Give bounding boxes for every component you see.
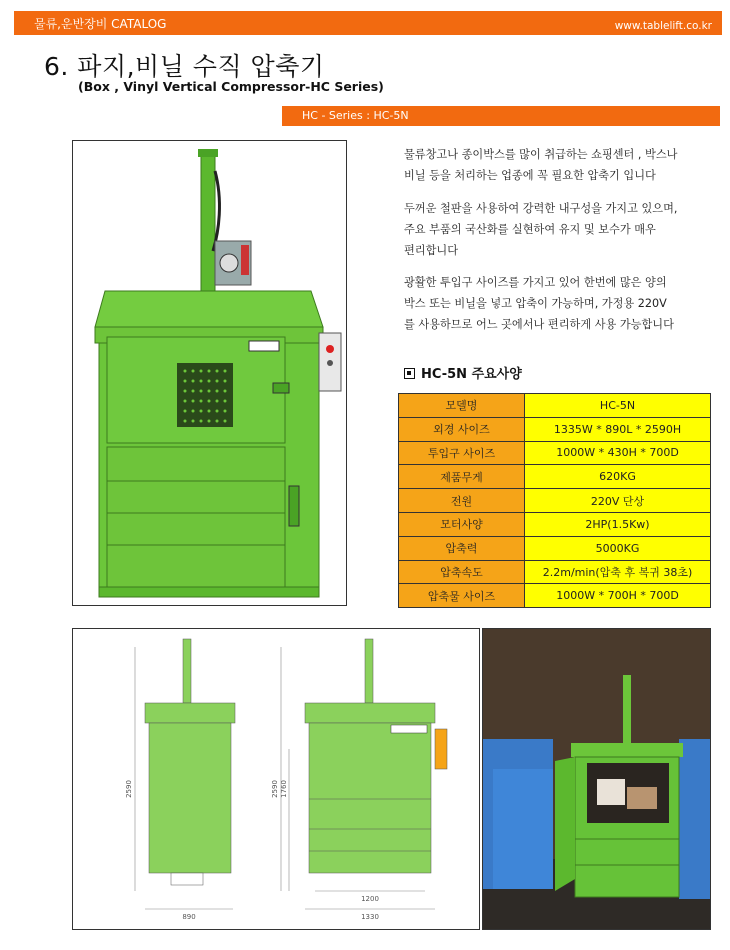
description-line: 비닐 등을 처리하는 업종에 꼭 필요한 압축기 입니다 xyxy=(404,169,656,182)
description-line: 편리합니다 xyxy=(404,244,459,257)
description-paragraph-3 xyxy=(404,272,724,335)
header-catalog-label: 물류,운반장비 CATALOG xyxy=(34,17,167,31)
table-row xyxy=(399,584,711,608)
table-row xyxy=(399,441,711,465)
spec-value: 620KG xyxy=(525,465,711,489)
dim-width-outer: 1330 xyxy=(361,913,379,921)
spec-value: 5000KG xyxy=(525,536,711,560)
table-row xyxy=(399,512,711,536)
spec-value: HC-5N xyxy=(525,394,711,418)
dim-height-side: 2590 xyxy=(125,780,133,798)
dim-width-inner: 1200 xyxy=(361,895,379,903)
spec-key: 압축물 사이즈 xyxy=(399,584,525,608)
spec-heading-text: HC-5N 주요사양 xyxy=(421,367,522,382)
table-row xyxy=(399,465,711,489)
spec-value: 1000W * 430H * 700D xyxy=(525,441,711,465)
spec-key: 압축속도 xyxy=(399,560,525,584)
product-photo xyxy=(72,140,347,606)
series-bar xyxy=(282,106,720,126)
description-line: 물류창고나 종이박스를 많이 취급하는 쇼핑센터 , 박스나 xyxy=(404,148,678,161)
page-subtitle: (Box , Vinyl Vertical Compressor-HC Series) xyxy=(78,79,384,94)
spec-key: 투입구 사이즈 xyxy=(399,441,525,465)
spec-value: 1000W * 700H * 700D xyxy=(525,584,711,608)
spec-value: 2.2m/min(압축 후 복귀 38초) xyxy=(525,560,711,584)
series-label: HC - Series : HC-5N xyxy=(302,109,409,122)
description-paragraph-2 xyxy=(404,198,724,261)
spec-key: 외경 사이즈 xyxy=(399,417,525,441)
page-title: 6. 파지,비닐 수직 압축기 xyxy=(44,52,325,81)
dim-inlet-height: 1760 xyxy=(280,780,288,798)
description-line: 박스 또는 비닐을 넣고 압축이 가능하며, 가정용 220V xyxy=(404,297,667,310)
dim-depth: 890 xyxy=(182,913,196,921)
spec-value: 220V 단상 xyxy=(525,489,711,513)
spec-table xyxy=(398,393,711,608)
technical-drawing xyxy=(72,628,480,930)
spec-value: 1335W * 890L * 2590H xyxy=(525,417,711,441)
spec-heading xyxy=(404,363,522,382)
spec-key: 제품무게 xyxy=(399,465,525,489)
dim-height-front: 2590 xyxy=(271,780,279,798)
description-paragraph-1 xyxy=(404,144,724,186)
description-line: 두꺼운 철판을 사용하여 강력한 내구성을 가지고 있으며, xyxy=(404,202,678,215)
description-line: 주요 부품의 국산화를 실현하여 유지 및 보수가 매우 xyxy=(404,223,656,236)
table-row xyxy=(399,489,711,513)
table-row xyxy=(399,536,711,560)
spec-key: 전원 xyxy=(399,489,525,513)
installed-photo xyxy=(482,628,711,930)
spec-key: 압축력 xyxy=(399,536,525,560)
table-row xyxy=(399,560,711,584)
spec-key: 모터사양 xyxy=(399,512,525,536)
description-line: 광활한 투입구 사이즈를 가지고 있어 한번에 많은 양의 xyxy=(404,276,667,289)
table-row xyxy=(399,394,711,418)
header-bar xyxy=(14,11,722,35)
spec-key: 모델명 xyxy=(399,394,525,418)
header-website[interactable]: www.tablelift.co.kr xyxy=(614,20,712,32)
description-line: 를 사용하므로 어느 곳에서나 편리하게 사용 가능합니다 xyxy=(404,318,674,331)
spec-value: 2HP(1.5Kw) xyxy=(525,512,711,536)
square-bullet-icon xyxy=(404,368,415,379)
table-row xyxy=(399,417,711,441)
